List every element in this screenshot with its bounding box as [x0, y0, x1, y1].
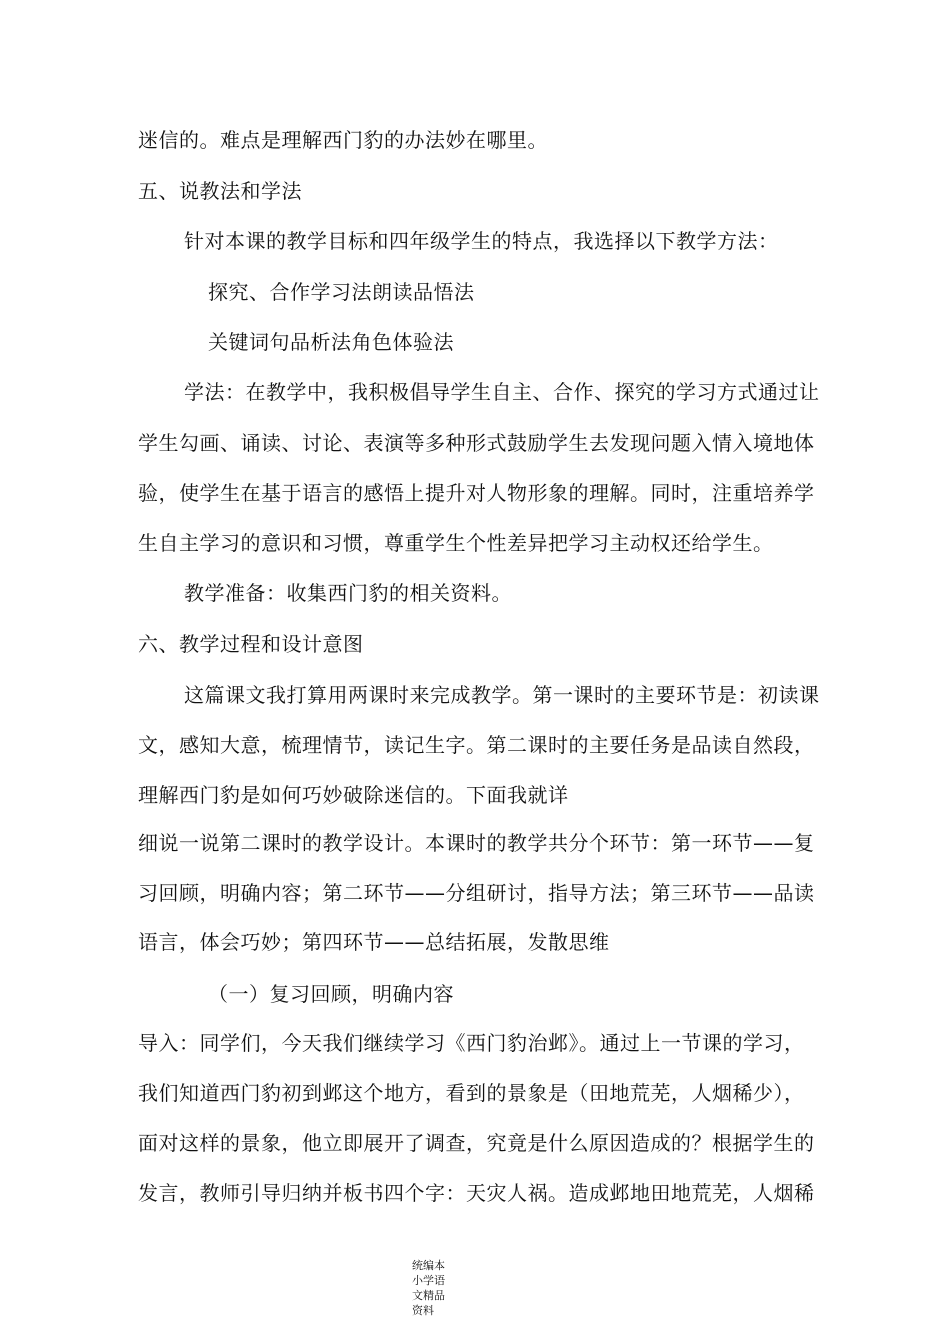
text-line-14: 理解西门豹是如何巧妙破除迷信的。下面我就详 — [138, 783, 569, 807]
text-line-10: 教学准备：收集西门豹的相关资料。 — [184, 581, 512, 605]
text-line-3: 针对本课的教学目标和四年级学生的特点，我选择以下教学方法： — [184, 229, 779, 253]
text-line-20: 我们知道西门豹初到邺这个地方，看到的景象是（田地荒芜，人烟稀少）， — [138, 1081, 805, 1105]
text-line-16: 习回顾，明确内容；第二环节——分组研讨，指导方法；第三环节——品读 — [138, 881, 815, 905]
subsection-heading-1: （一）复习回顾，明确内容 — [208, 982, 454, 1006]
text-line-9: 生自主学习的意识和习惯，尊重学生个性差异把学习主动权还给学生。 — [138, 531, 774, 555]
text-line-12: 这篇课文我打算用两课时来完成教学。第一课时的主要环节是：初读课 — [184, 683, 820, 707]
text-line-6: 学法：在教学中，我积极倡导学生自主、合作、探究的学习方式通过让 — [184, 380, 820, 404]
section-heading-6: 六、教学过程和设计意图 — [138, 632, 364, 656]
section-heading-5: 五、说教法和学法 — [138, 179, 302, 203]
text-line-21: 面对这样的景象，他立即展开了调查，究竟是什么原因造成的？根据学生的 — [138, 1131, 815, 1155]
method-list-2: 关键词句品析法角色体验法 — [208, 330, 454, 354]
text-line-15: 细说一说第二课时的教学设计。本课时的教学共分个环节：第一环节——复 — [138, 831, 815, 855]
text-line-22: 发言，教师引导归纳并板书四个字：天灾人祸。造成邺地田地荒芜，人烟稀 — [138, 1181, 815, 1205]
text-line-1: 迷信的。难点是理解西门豹的办法妙在哪里。 — [138, 128, 548, 152]
text-line-17: 语言，体会巧妙；第四环节——总结拓展，发散思维 — [138, 930, 610, 954]
text-line-7: 学生勾画、诵读、讨论、表演等多种形式鼓励学生去发现问题入情入境地体 — [138, 431, 815, 455]
text-line-19: 导入：同学们，今天我们继续学习《西门豹治邺》。通过上一节课的学习， — [138, 1031, 805, 1055]
method-list-1: 探究、合作学习法朗读品悟法 — [208, 280, 475, 304]
page-footer: 统编本小学语文精品资料 — [412, 1259, 445, 1317]
text-line-13: 文，感知大意，梳理情节，读记生字。第二课时的主要任务是品读自然段， — [138, 733, 815, 757]
text-line-8: 验，使学生在基于语言的感悟上提升对人物形象的理解。同时，注重培养学 — [138, 481, 815, 505]
